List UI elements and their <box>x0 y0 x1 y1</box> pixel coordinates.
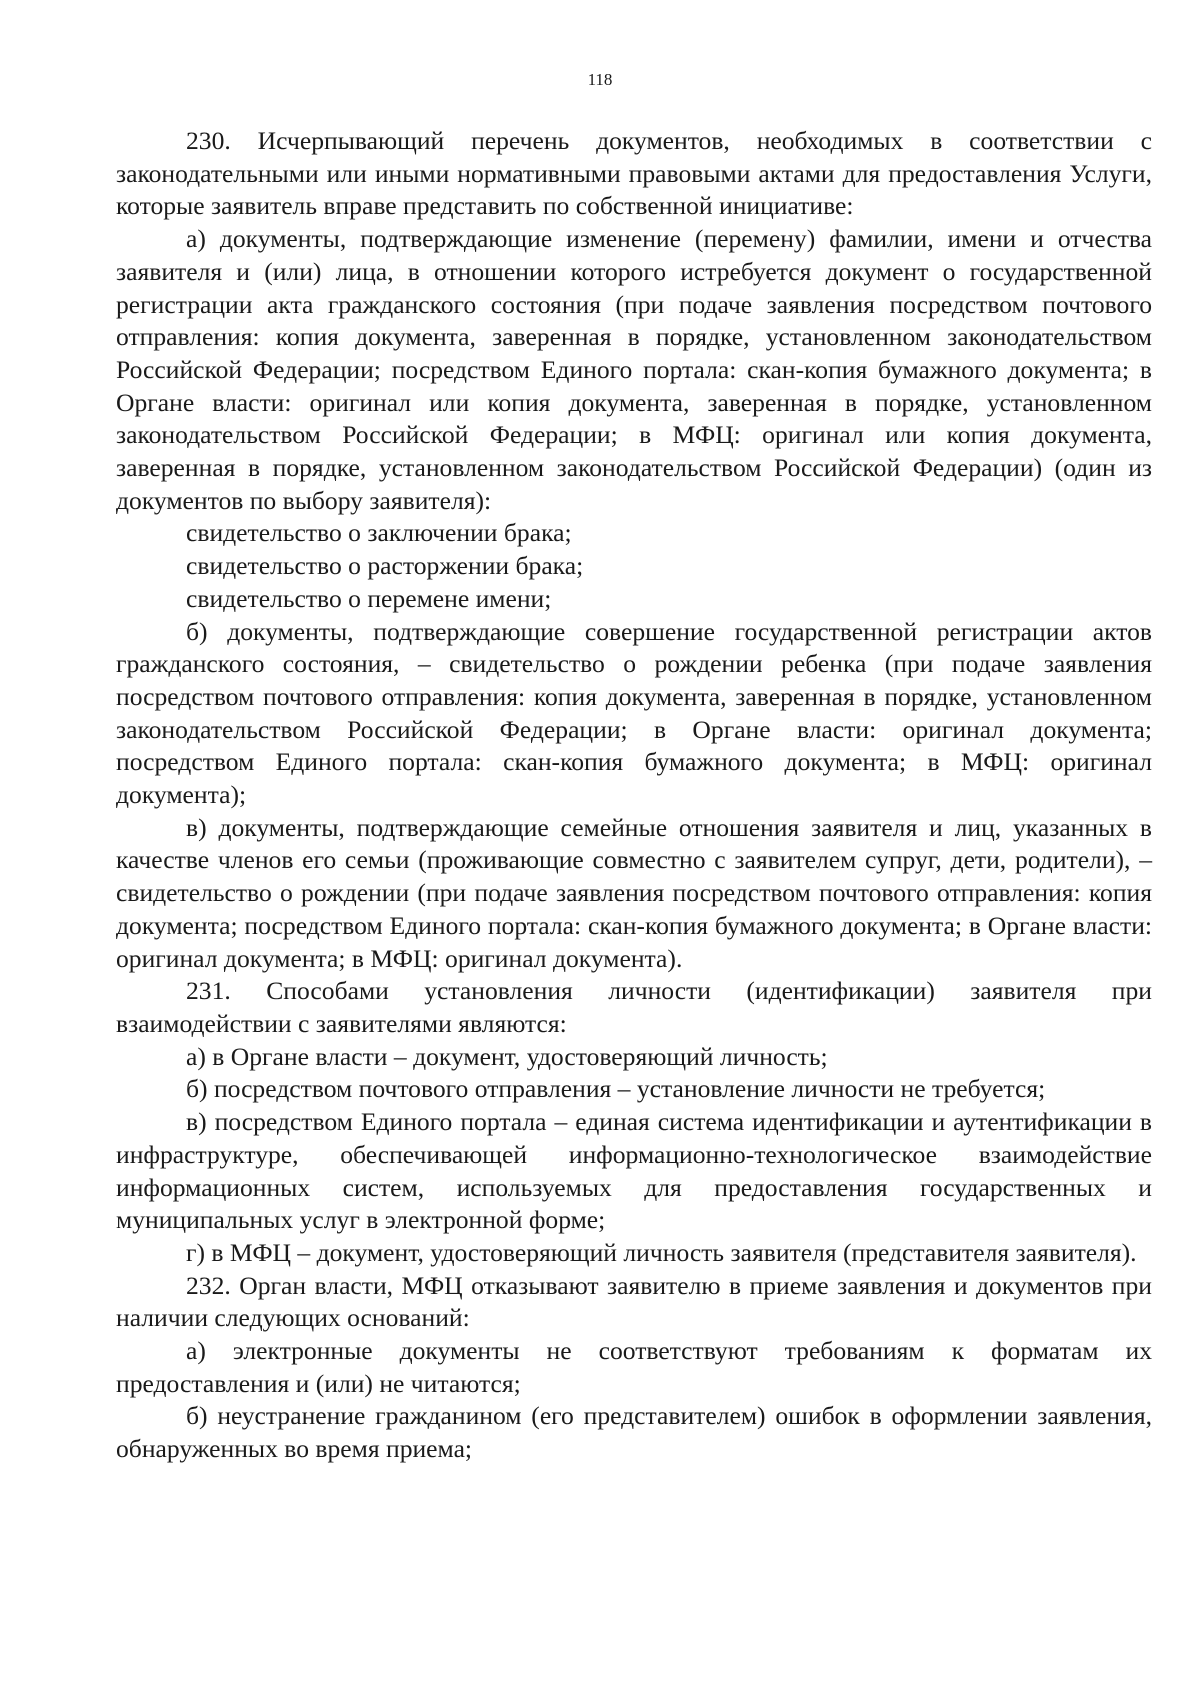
document-body <box>116 125 1152 1466</box>
paragraph-232-intro: 232. Орган власти, МФЦ отказывают заявителю в приеме заявления и документов при наличии следующих оснований: <box>116 1270 1152 1333</box>
paragraph-230-a: а) документы, подтверждающие изменение (перемену) фамилии, имени и отчества заявителя и (или) лица, в отношении которого истребуется документ о государственной регистрации акта гражданского состояния (при подаче заявления посредством почтового отправления: копия документа, заверенная в порядке, установленном законодательством Российской Федерации; посредством Единого портала: скан-копия бумажного документа; в Органе власти: оригинал или копия документа, заверенная в порядке, установленном законодательством Российской Федерации; в МФЦ: оригинал или копия документа, заверенная в порядке, установленном законодательством Российской Федерации) (один из документов по выбору заявителя): <box>116 224 1152 515</box>
paragraph-230-v: в) документы, подтверждающие семейные отношения заявителя и лиц, указанных в качестве членов его семьи (проживающие совместно с заявителем супруг, дети, родители), – свидетельство о рождении (при подаче заявления посредством почтового отправления: копия документа; посредством Единого портала: скан-копия бумажного документа; в Органе власти: оригинал документа; в МФЦ: оригинал документа). <box>116 812 1152 973</box>
paragraph-232-b: б) неустранение гражданином (его представителем) ошибок в оформлении заявления, обнаруженных во время приема; <box>116 1401 1152 1464</box>
paragraph-231-g: г) в МФЦ – документ, удостоверяющий личность заявителя (представителя заявителя). <box>186 1237 1137 1267</box>
list-item-name-change-certificate: свидетельство о перемене имени; <box>186 583 552 613</box>
list-item-marriage-certificate: свидетельство о заключении брака; <box>186 518 572 548</box>
paragraph-230-b: б) документы, подтверждающие совершение государственной регистрации актов гражданского состояния, – свидетельство о рождении ребенка (при подаче заявления посредством почтового отправления: копия документа, заверенная в порядке, установленном законодательством Российской Федерации; в Органе власти: оригинал документа; посредством Единого портала: скан-копия бумажного документа; в МФЦ: оригинал документа); <box>116 616 1152 810</box>
paragraph-231-a: а) в Органе власти – документ, удостоверяющий личность; <box>186 1041 828 1071</box>
list-item-divorce-certificate: свидетельство о расторжении брака; <box>186 551 584 581</box>
paragraph-231-intro: 231. Способами установления личности (идентификации) заявителя при взаимодействии с заявителями являются: <box>116 976 1152 1038</box>
paragraph-232-a: а) электронные документы не соответствуют требованиям к форматам их предоставления и (или) не читаются; <box>116 1336 1152 1398</box>
paragraph-230-intro: 230. Исчерпывающий перечень документов, необходимых в соответствии с законодательными или иными нормативными правовыми актами для предоставления Услуги, которые заявитель вправе представить по собственной инициативе: <box>116 126 1152 221</box>
paragraph-231-v: в) посредством Единого портала – единая система идентификации и аутентификации в инфраструктуре, обеспечивающей информационно-технологическое взаимодействие информационных систем, используемых для предоставления государственных и муниципальных услуг в электронной форме; <box>116 1107 1152 1235</box>
paragraph-231-b: б) посредством почтового отправления – установление личности не требуется; <box>186 1074 1046 1104</box>
page-number: 118 <box>587 70 613 89</box>
